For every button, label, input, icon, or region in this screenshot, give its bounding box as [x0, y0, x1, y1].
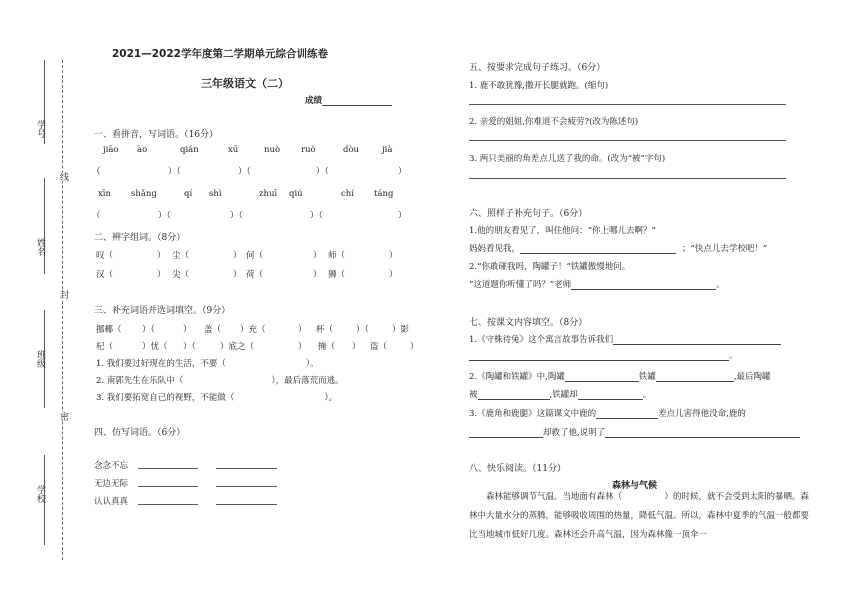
pinyin: ào [137, 145, 148, 155]
imitate-blank[interactable] [138, 468, 198, 469]
class-label: 班级 [35, 350, 45, 368]
paren-pair[interactable]: ）（ [230, 211, 243, 221]
fill-sentence-3[interactable]: 3. 我们要拓宽自己的视野，不能做（ ）。 [96, 393, 338, 403]
paren-pair[interactable]: ）（ [168, 167, 181, 177]
pinyin: shì [209, 189, 222, 199]
s6-line1: 1.他的朋友看见了，叫住他问：“你上哪儿去啊？” [469, 226, 656, 236]
idiom-part[interactable]: ）底之（ [220, 342, 255, 352]
imitate-blank[interactable] [138, 486, 198, 487]
imitate-blank[interactable] [216, 468, 277, 469]
paren-open: （ [92, 167, 101, 177]
fill-sentence-2[interactable]: 2. 南郭先生在乐队中（ ），最后落荒而逃。 [96, 376, 344, 386]
imitate-item-2: 无边无际 [94, 479, 129, 489]
paren-pair[interactable]: ）（ [158, 211, 171, 221]
score-field[interactable] [322, 96, 392, 106]
paren-pair[interactable]: ）（ [316, 167, 329, 177]
section5-heading: 五、按要求完成句子练习。（6分） [469, 63, 606, 73]
pinyin: qiú [289, 189, 303, 199]
pinyin: xīn [98, 189, 111, 199]
idiom-part[interactable]: ） [298, 325, 307, 335]
idiom-part[interactable]: ）充（ [240, 325, 266, 335]
passage-title: 森林与气候 [612, 481, 658, 491]
pinyin: qí [184, 189, 193, 199]
paren-close: ） [398, 211, 407, 221]
char-item[interactable]: 何（ ） [246, 251, 322, 261]
section1-heading: 一、看拼音，写词语。（16分） [94, 130, 218, 140]
pinyin: dòu [343, 145, 360, 155]
char-item[interactable]: 汉（ ） [96, 270, 166, 280]
seal-char-line: 线 [58, 172, 68, 181]
pinyin: ruò [301, 145, 316, 155]
idiom-part[interactable]: ）（ [183, 342, 196, 352]
s7-q2[interactable]: 2.《陶罐和铁罐》中,陶罐 铁罐 ,最后陶罐 [469, 372, 771, 382]
pinyin: xū [228, 145, 239, 155]
section3-heading: 三、补充词语并选词填空。（9分） [94, 306, 231, 316]
idiom-part[interactable]: ） [298, 342, 307, 352]
pinyin: táng [374, 189, 394, 199]
name-label: 姓名 [35, 238, 45, 256]
char-item[interactable]: 师（ ） [328, 251, 398, 261]
char-item[interactable]: 尖（ ） [172, 270, 242, 280]
idiom-part[interactable]: ）影 [392, 325, 410, 335]
paren-pair[interactable]: ）（ [238, 167, 251, 177]
idiom-part[interactable]: ） [410, 342, 419, 352]
paren-open: （ [92, 211, 101, 221]
pinyin: qián [180, 145, 199, 155]
seal-char-seal: 封 [58, 290, 68, 299]
pinyin: zhuī [259, 189, 278, 199]
idiom-part[interactable]: ）忧（ [142, 342, 168, 352]
s6-line2[interactable]: 妈妈看见我， ；“快点儿去学校吧！” [469, 244, 768, 254]
exam-title: 2021—2022学年度第二学期单元综合训练卷 [112, 48, 328, 60]
idiom-part[interactable]: ）（ [356, 325, 369, 335]
imitate-item-1: 念念不忘 [94, 461, 129, 471]
pinyin: nuò [264, 145, 281, 155]
s6-line3: 2.“你敢碰我吗，陶罐子！”铁罐傲慢地问。 [469, 262, 631, 272]
idiom-part[interactable]: 掩（ [318, 342, 336, 352]
s7-q3-cont[interactable]: 却救了他,说明了 [469, 426, 800, 438]
idiom-part[interactable]: 杯（ [316, 325, 334, 335]
imitate-item-3: 认认真真 [94, 497, 129, 507]
section4-heading: 四、仿写词语。（6分） [94, 428, 186, 438]
s7-q1-cont[interactable]: 。 [469, 349, 738, 361]
idiom-part[interactable]: ） [183, 325, 192, 335]
imitate-blank[interactable] [216, 504, 277, 505]
s5-q2: 2. 亲爱的姐姐,你难道不会疲劳?(改为陈述句) [469, 117, 639, 127]
char-item[interactable]: 荷（ ） [246, 270, 322, 280]
section8-heading: 八、快乐阅读。（11分） [469, 464, 566, 474]
s7-q3[interactable]: 3.《鹿角和鹿腿》这篇课文中鹿的 差点儿害得他没命,鹿的 [469, 409, 746, 419]
answer-line[interactable] [469, 140, 786, 141]
pinyin: chí [341, 189, 354, 199]
binding-line-2 [44, 178, 45, 274]
section6-heading: 六、照样子补充句子。（6分） [469, 209, 588, 219]
school-label: 学校 [35, 485, 45, 503]
score-label: 成绩 [305, 96, 323, 106]
paren-pair[interactable]: ）（ [310, 211, 323, 221]
imitate-blank[interactable] [138, 504, 198, 505]
s7-q2-cont[interactable]: 被 ,铁罐却 。 [469, 390, 652, 400]
section2-heading: 二、辨字组词。（8分） [94, 233, 186, 243]
idiom-part[interactable]: 盖（ [204, 325, 222, 335]
paren-close: ） [398, 167, 407, 177]
seal-char-secret: 密 [58, 412, 68, 421]
student-id-label: 学号 [35, 120, 45, 138]
pinyin: shǎng [131, 189, 157, 199]
pinyin: jià [382, 145, 393, 155]
passage-body: 森林能够调节气温。当地面有森林（ ）的时候，就不会受到太阳的暴晒。森林中大量水分的蒸腾，能够吸收周围的热量，降低气温。所以，森林中夏季的气温一般都要比当地城市低好几度。森林还会升高气温，因为森林像一顶伞一 [469, 492, 810, 540]
answer-line[interactable] [469, 104, 786, 105]
fill-sentence-1[interactable]: 1. 我们要过好现在的生活，不要（ ）。 [96, 359, 319, 369]
idiom-part[interactable]: ） [352, 342, 361, 352]
idiom-part[interactable]: 挪椰（ [96, 325, 122, 335]
s7-q1[interactable]: 1.《守株待兔》这个寓言故事告诉我们 [469, 333, 781, 345]
seal-dashed-line [62, 60, 63, 560]
char-item[interactable]: 尘（ ） [172, 251, 242, 261]
idiom-part[interactable]: 杞（ [96, 342, 114, 352]
pinyin: jiāo [103, 145, 119, 155]
s5-q3: 3. 两只美丽的角差点儿送了我的命。(改为“被”字句) [469, 154, 666, 164]
section7-heading: 七、按课文内容填空。（8分） [469, 318, 588, 328]
exam-subtitle: 三年级语文（二） [201, 77, 289, 90]
char-item[interactable]: 叹（ ） [96, 251, 166, 261]
char-item[interactable]: 狮（ ） [328, 270, 398, 280]
imitate-blank[interactable] [216, 486, 277, 487]
s6-line4[interactable]: “这道题你听懂了吗？”老师 。 [469, 280, 725, 290]
idiom-part[interactable]: ）（ [142, 325, 155, 335]
idiom-part[interactable]: 盗（ [370, 342, 388, 352]
s5-q1: 1. 鹿不敢犹豫,撒开长腿就跑。(缩句) [469, 81, 609, 91]
answer-line[interactable] [469, 178, 786, 179]
